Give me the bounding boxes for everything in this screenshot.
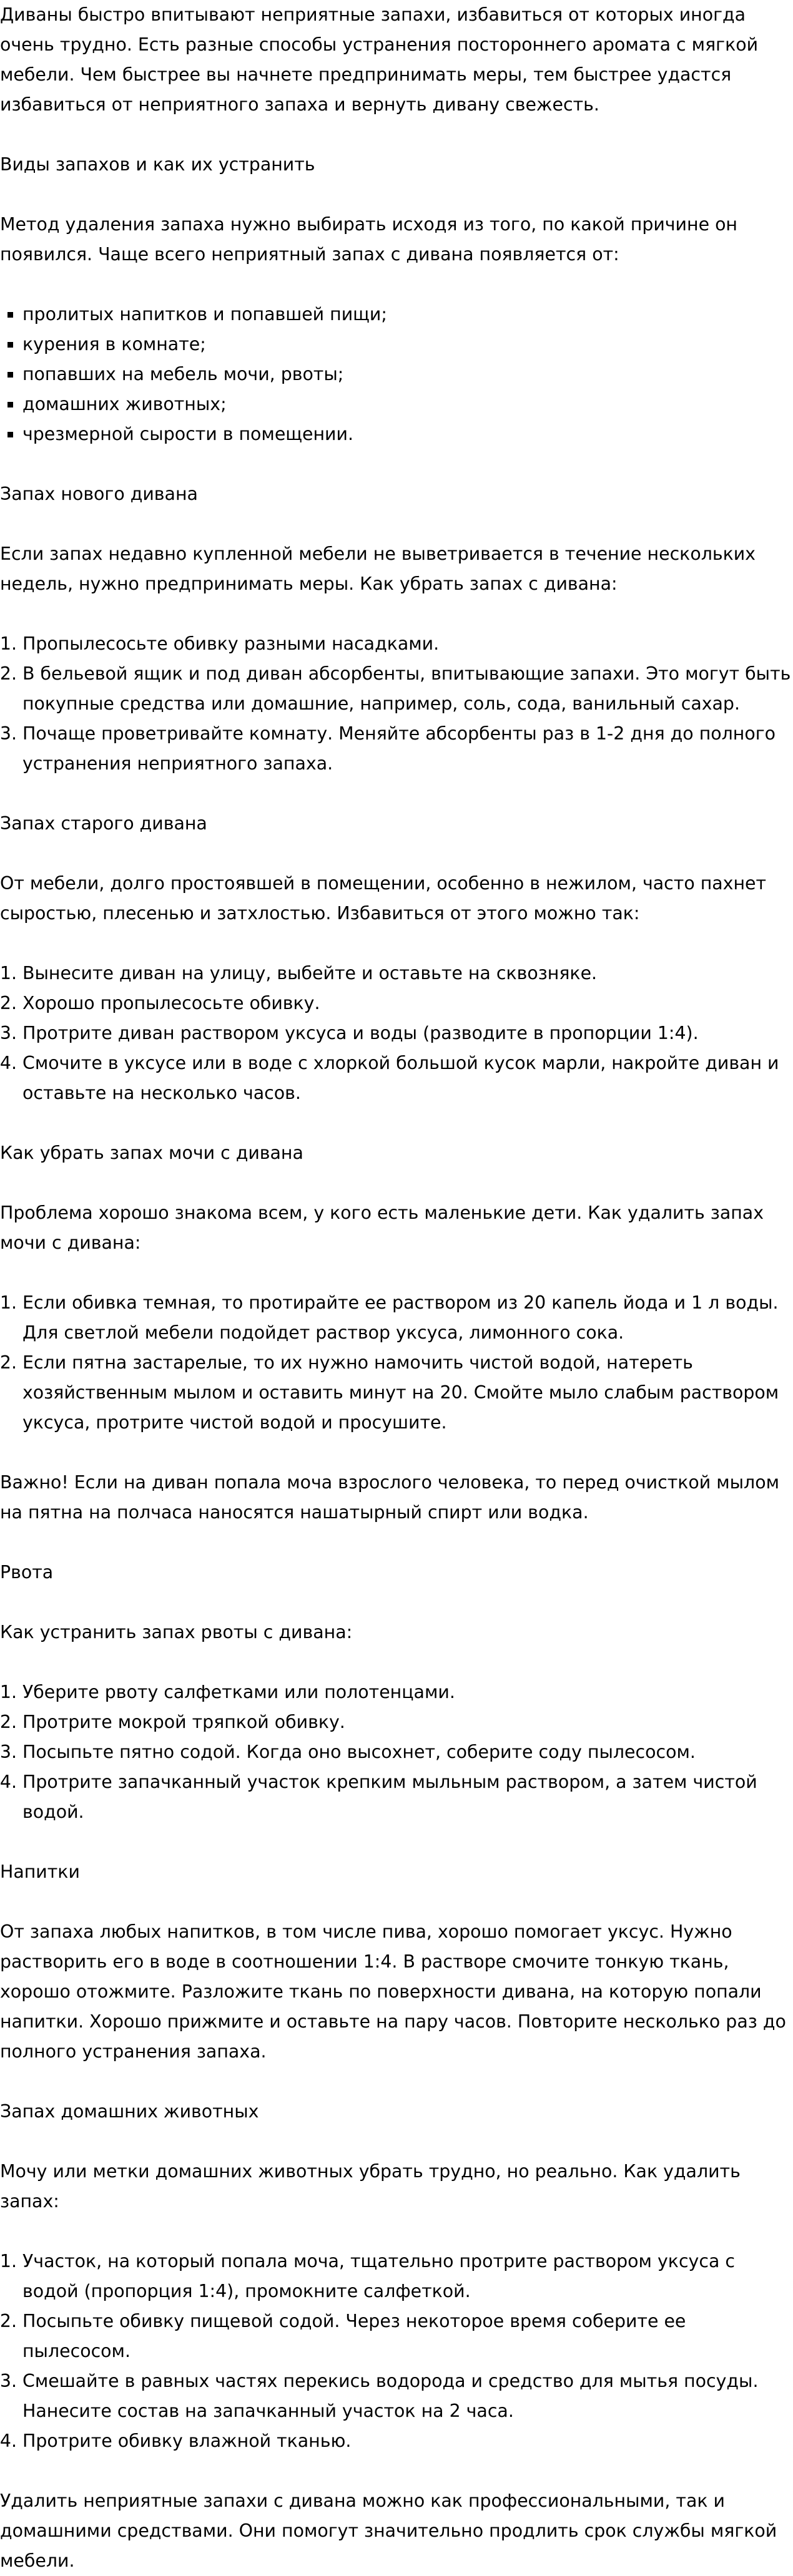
- list-item: ▪ попавших на мебель мочи, рвоты;: [22, 359, 793, 389]
- vomit-paragraph: Как устранить запах рвоты с дивана:: [0, 1622, 353, 1642]
- section-heading-new-sofa: Запах нового дивана: [0, 484, 198, 504]
- list-item: 2. Протрите мокрой тряпкой обивку.: [22, 1707, 793, 1737]
- new-sofa-steps: [0, 629, 793, 779]
- list-item: 1. Участок, на который попала моча, тщательно протрите раствором уксуса с водой (пропорция 1:4), промокните салфеткой.: [22, 2247, 793, 2306]
- list-item: 2. В бельевой ящик и под диван абсорбенты, впитывающие запахи. Это могут быть покупные средства или домашние, например, соль, сода, ванильный сахар.: [22, 659, 793, 719]
- list-item: 3. Почаще проветривайте комнату. Меняйте абсорбенты раз в 1-2 дня до полного устранения неприятного запаха.: [22, 719, 793, 779]
- list-item: 2. Если пятна застарелые, то их нужно намочить чистой водой, натереть хозяйственным мылом и оставить минут на 20. Смойте мыло слабым раствором уксуса, протрите чистой водой и просушите.: [22, 1348, 793, 1438]
- list-item: 1. Пропылесосьте обивку разными насадками.: [22, 629, 793, 659]
- types-list: [0, 300, 793, 449]
- list-item: 3. Протрите диван раствором уксуса и воды (разводите в пропорции 1:4).: [22, 1018, 793, 1048]
- urine-paragraph: Проблема хорошо знакома всем, у кого есть маленькие дети. Как удалить запах мочи с дивана:: [0, 1203, 764, 1253]
- types-paragraph: Метод удаления запаха нужно выбирать исходя из того, по какой причине он появился. Чаще всего неприятный запах с дивана появляется от:: [0, 214, 737, 265]
- old-sofa-steps: [0, 959, 793, 1108]
- list-item: 1. Уберите рвоту салфетками или полотенцами.: [22, 1677, 793, 1707]
- list-item: 4. Протрите обивку влажной тканью.: [22, 2426, 793, 2456]
- list-item: 3. Посыпьте пятно содой. Когда оно высохнет, соберите соду пылесосом.: [22, 1737, 793, 1767]
- list-item: 1. Если обивка темная, то протирайте ее раствором из 20 капель йода и 1 л воды. Для светлой мебели подойдет раствор уксуса, лимонного сока.: [22, 1288, 793, 1348]
- section-heading-old-sofa: Запах старого дивана: [0, 813, 207, 834]
- intro-paragraph: Диваны быстро впитывают неприятные запахи, избавиться от которых иногда очень трудно. Есть разные способы устранения постороннего аромата с мягкой мебели. Чем быстрее вы начнете предпринимать меры, тем быстрее удастся избавиться от неприятного запаха и вернуть дивану свежесть.: [0, 4, 759, 115]
- conclusion-paragraph: Удалить неприятные запахи с дивана можно как профессиональными, так и домашними средствами. Они помогут значительно продлить срок службы мягкой мебели.: [0, 2491, 777, 2571]
- list-item: ▪ чрезмерной сырости в помещении.: [22, 419, 793, 449]
- pets-steps: [0, 2247, 793, 2456]
- new-sofa-paragraph: Если запах недавно купленной мебели не выветривается в течение нескольких недель, нужно предпринимать меры. Как убрать запах с дивана:: [0, 544, 756, 594]
- section-heading-drinks: Напитки: [0, 1861, 80, 1882]
- old-sofa-paragraph: От мебели, долго простоявшей в помещении, особенно в нежилом, часто пахнет сыростью, плесенью и затхлостью. Избавиться от этого можно так:: [0, 873, 767, 924]
- section-heading-types: Виды запахов и как их устранить: [0, 154, 315, 175]
- list-item: ▪ домашних животных;: [22, 389, 793, 419]
- list-item: 4. Смочите в уксусе или в воде с хлоркой большой кусок марли, накройте диван и оставьте на несколько часов.: [22, 1048, 793, 1108]
- drinks-paragraph: От запаха любых напитков, в том числе пива, хорошо помогает уксус. Нужно растворить его в воде в соотношении 1:4. В растворе смочите тонкую ткань, хорошо отожмите. Разложите ткань по поверхности дивана, на которую попали напитки. Хорошо прижмите и оставьте на пару часов. Повторите несколько раз до полного устранения запаха.: [0, 1921, 786, 2062]
- list-item: 1. Вынесите диван на улицу, выбейте и оставьте на сквозняке.: [22, 959, 793, 988]
- list-item: ▪ курения в комнате;: [22, 329, 793, 359]
- list-item: ▪ пролитых напитков и попавшей пищи;: [22, 300, 793, 329]
- vomit-steps: [0, 1677, 793, 1827]
- urine-note: Важно! Если на диван попала моча взрослого человека, то перед очисткой мылом на пятна на полчаса наносятся нашатырный спирт или водка.: [0, 1472, 779, 1523]
- list-item: 4. Протрите запачканный участок крепким мыльным раствором, а затем чистой водой.: [22, 1767, 793, 1827]
- section-heading-vomit: Рвота: [0, 1562, 54, 1583]
- section-heading-pets: Запах домашних животных: [0, 2101, 259, 2122]
- urine-steps: [0, 1288, 793, 1438]
- list-item: 3. Смешайте в равных частях перекись водорода и средство для мытья посуды. Нанесите состав на запачканный участок на 2 часа.: [22, 2366, 793, 2426]
- pets-paragraph: Мочу или метки домашних животных убрать трудно, но реально. Как удалить запах:: [0, 2161, 741, 2212]
- section-heading-urine: Как убрать запах мочи с дивана: [0, 1143, 303, 1163]
- list-item: 2. Посыпьте обивку пищевой содой. Через некоторое время соберите ее пылесосом.: [22, 2306, 793, 2366]
- list-item: 2. Хорошо пропылесосьте обивку.: [22, 988, 793, 1018]
